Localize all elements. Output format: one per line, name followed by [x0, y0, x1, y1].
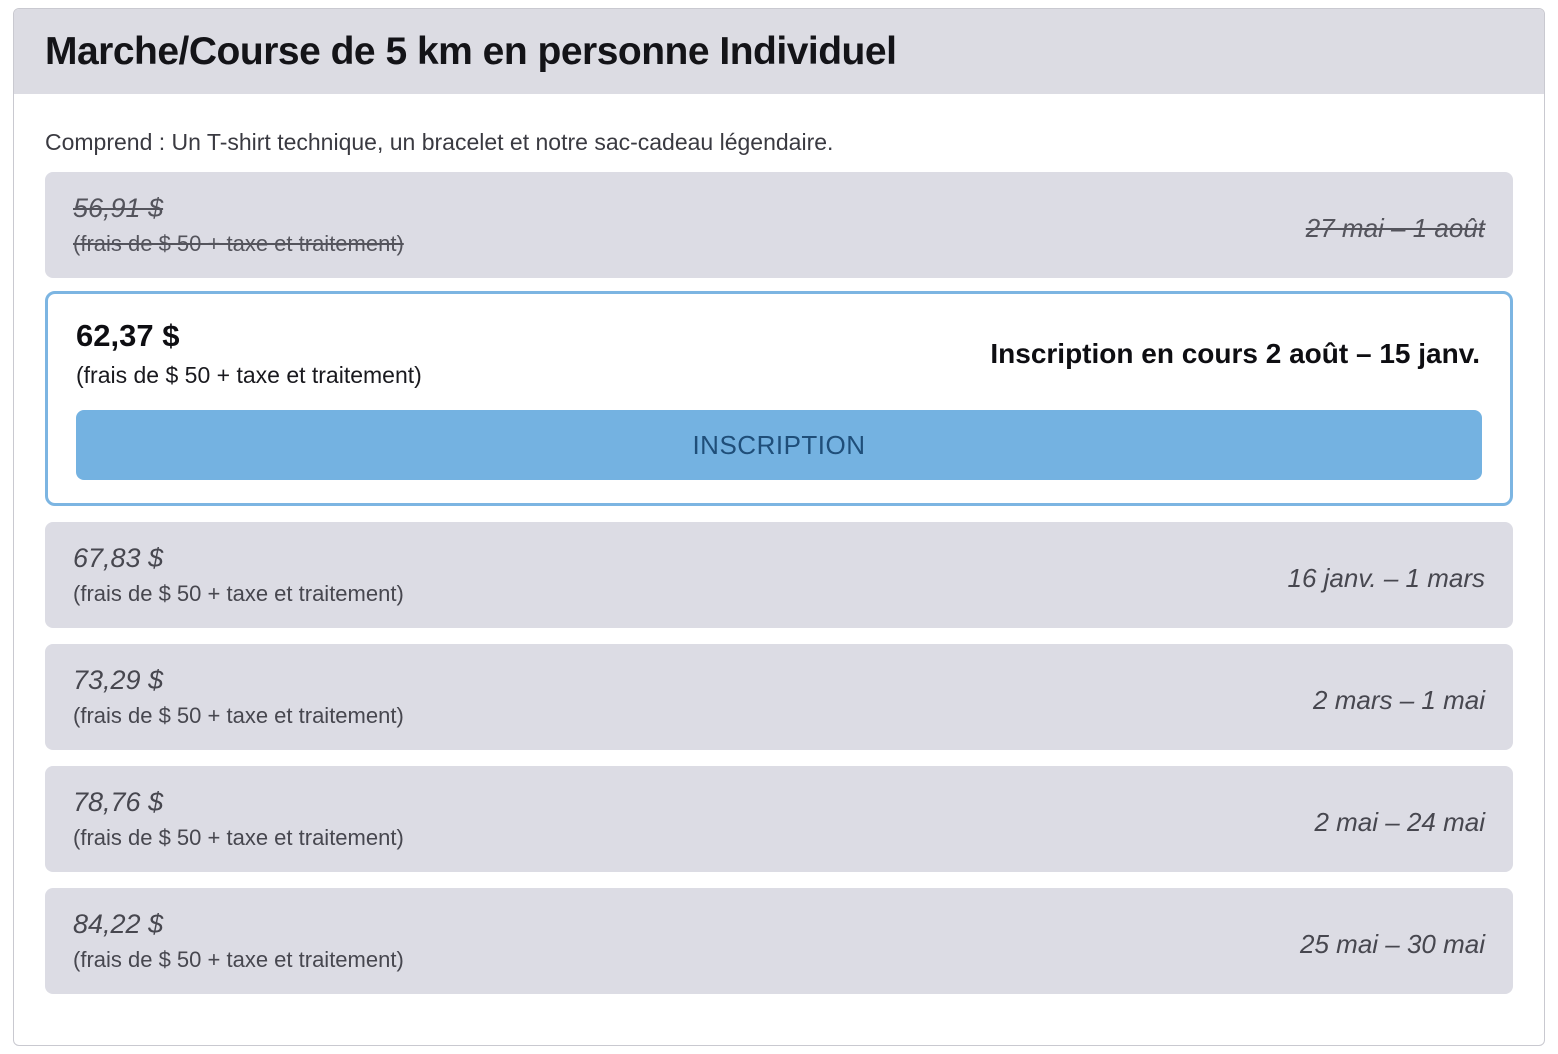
pricing-tier-expired	[45, 172, 1513, 278]
tier-fees-note: (frais de $ 50 + taxe et traitement)	[73, 581, 404, 606]
tier-date-range: 2 mai – 24 mai	[1314, 806, 1485, 837]
active-tier-info	[76, 318, 1482, 389]
inscription-button[interactable]: INSCRIPTION	[76, 410, 1482, 480]
tier-price-block	[73, 193, 404, 257]
tier-price: 62,37 $	[76, 318, 180, 353]
tier-fees-note: (frais de $ 50 + taxe et traitement)	[73, 231, 404, 256]
includes-description: Comprend : Un T-shirt technique, un bracelet et notre sac-cadeau légendaire.	[45, 129, 834, 155]
tier-fees-note: (frais de $ 50 + taxe et traitement)	[73, 825, 404, 850]
tier-price-block	[73, 909, 404, 973]
tier-price: 78,76 $	[73, 787, 164, 817]
tier-fees-note: (frais de $ 50 + taxe et traitement)	[76, 362, 422, 388]
registration-status: Inscription en cours 2 août – 15 janv.	[990, 337, 1480, 369]
card-header	[14, 9, 1544, 94]
pricing-tier-upcoming	[45, 522, 1513, 628]
tier-date-range: 25 mai – 30 mai	[1300, 928, 1485, 959]
card-body	[14, 129, 1544, 1024]
pricing-tier-active	[45, 291, 1513, 506]
tier-fees-note: (frais de $ 50 + taxe et traitement)	[73, 947, 404, 972]
tier-date-range: 27 mai – 1 août	[1305, 212, 1485, 243]
tier-price: 56,91 $	[73, 193, 164, 223]
pricing-tier-upcoming	[45, 644, 1513, 750]
tier-price-block	[73, 543, 404, 607]
pricing-tier-upcoming	[45, 766, 1513, 872]
tier-price: 84,22 $	[73, 909, 164, 939]
tier-date-range: 16 janv. – 1 mars	[1287, 562, 1485, 593]
page-title: Marche/Course de 5 km en personne Individuel	[45, 30, 897, 73]
tier-price: 73,29 $	[73, 665, 164, 695]
tier-price-block	[76, 318, 422, 389]
tier-price-block	[73, 665, 404, 729]
tier-price: 67,83 $	[73, 543, 164, 573]
pricing-tier-upcoming	[45, 888, 1513, 994]
tier-price-block	[73, 787, 404, 851]
tier-date-range: 2 mars – 1 mai	[1313, 684, 1485, 715]
tier-fees-note: (frais de $ 50 + taxe et traitement)	[73, 703, 404, 728]
pricing-card	[13, 8, 1545, 1046]
